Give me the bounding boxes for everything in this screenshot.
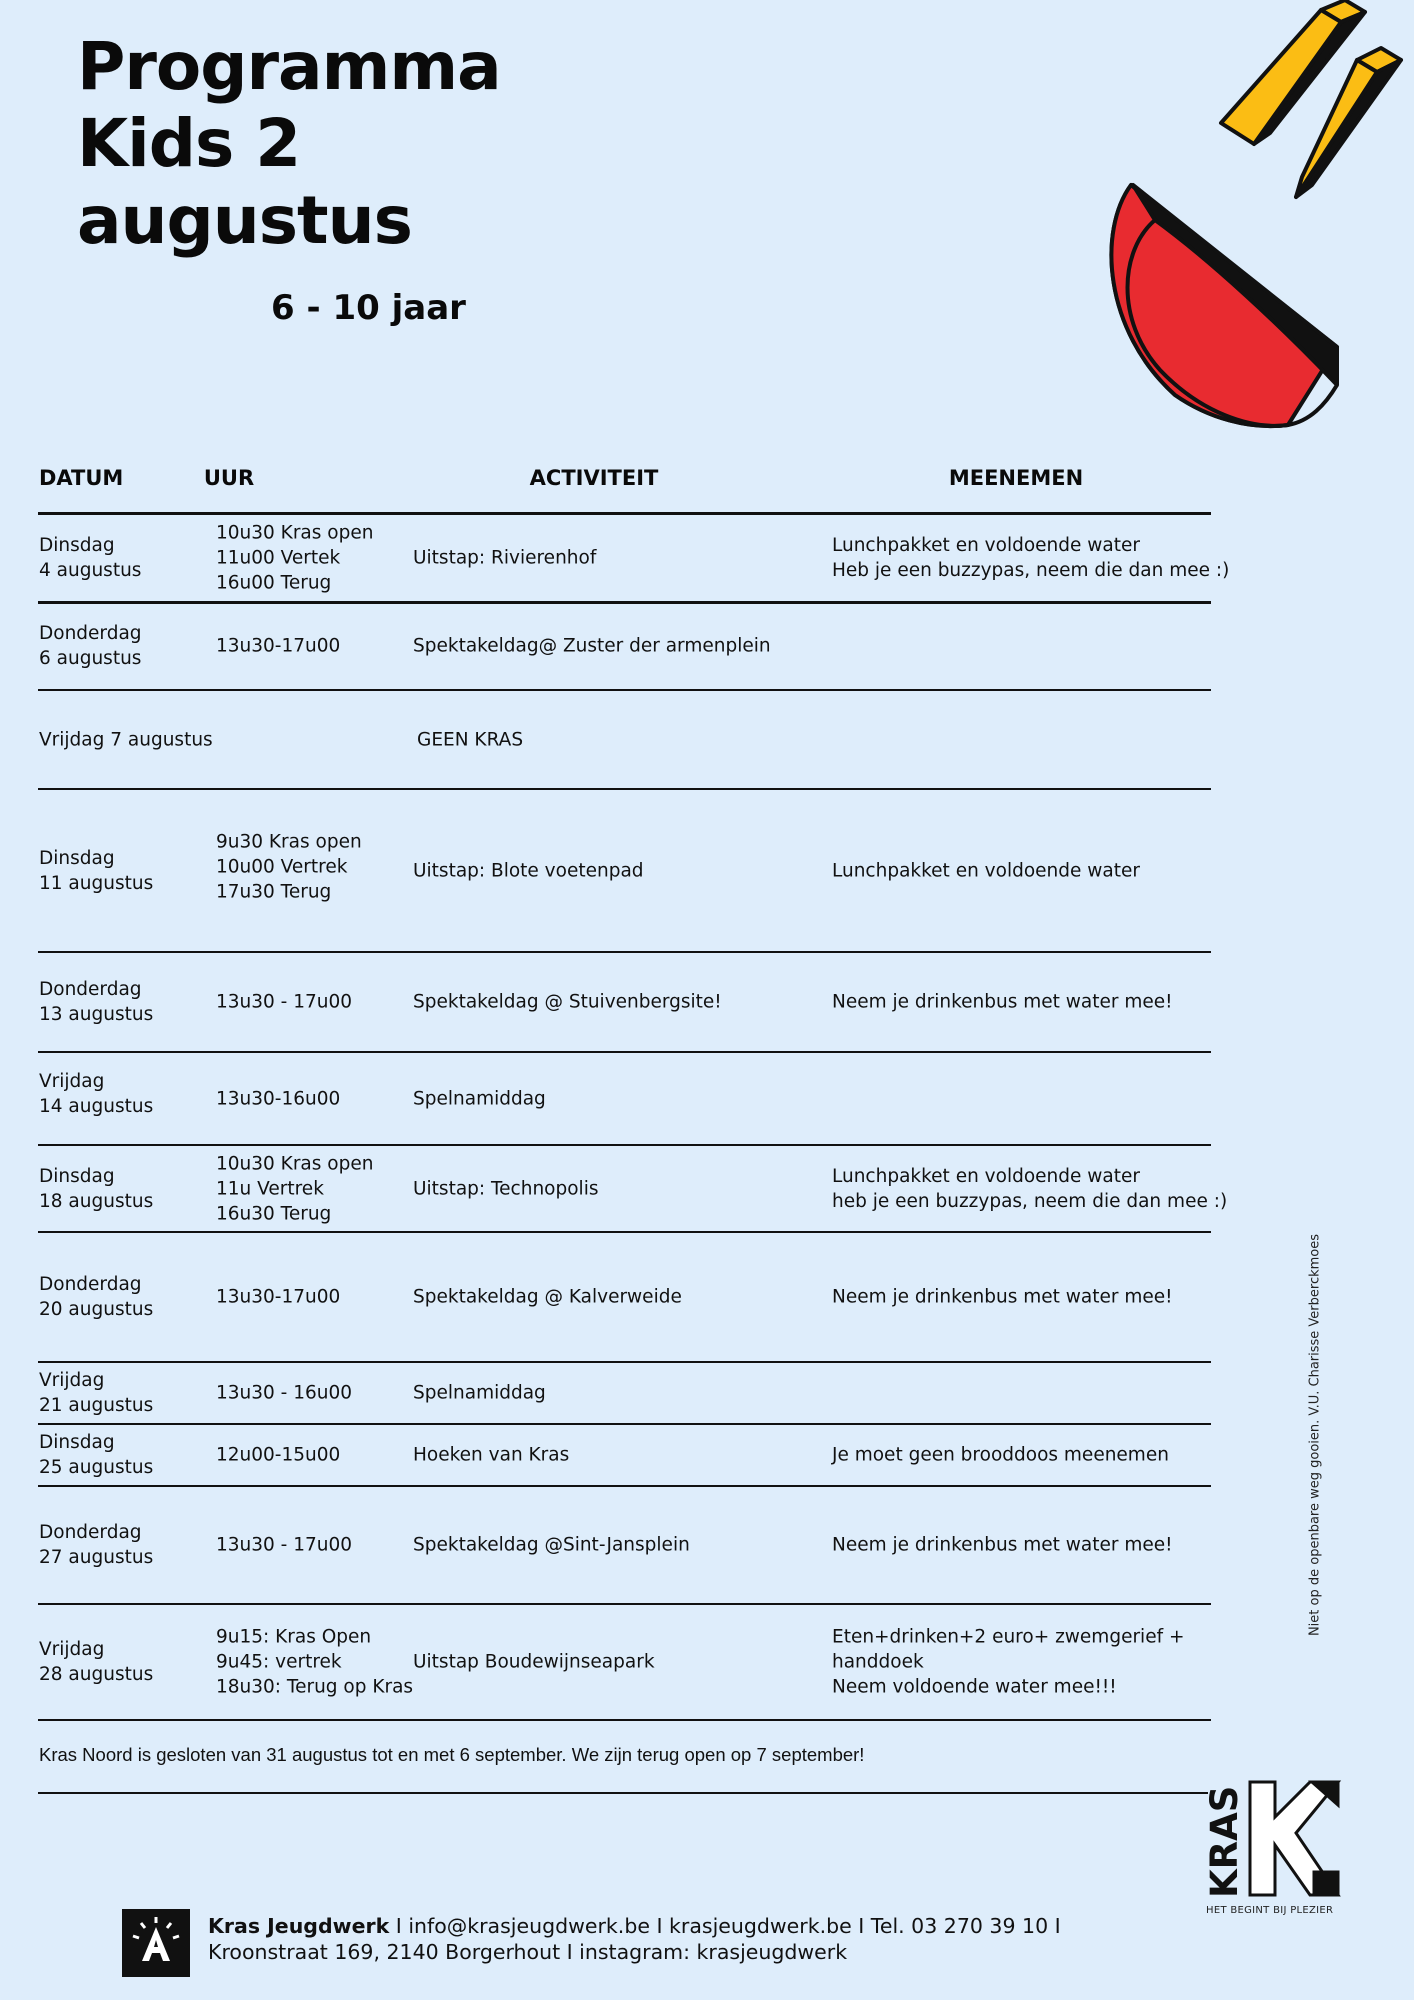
cell-bring: Je moet geen brooddoos meenemen	[832, 1444, 1169, 1466]
cell-activity: Uitstap: Blote voetenpad	[413, 860, 644, 881]
cell-activity: Uitstap: Technopolis	[413, 1178, 599, 1199]
footer-org: Kras Jeugdwerk	[208, 1914, 390, 1938]
cell-date: Donderdag 20 augustus	[39, 1274, 154, 1320]
table-row	[0, 1233, 1414, 1361]
cell-time: 13u30-17u00	[216, 635, 341, 657]
cell-activity: Spelnamiddag	[413, 1088, 546, 1109]
publisher-note: Niet op de openbare weg gooien. V.U. Charisse Verberckmoes	[1307, 1233, 1323, 1637]
cell-date: Donderdag 27 augustus	[39, 1522, 154, 1568]
divider-line	[38, 1792, 1208, 1794]
cell-activity: Spektakeldag @ Kalverweide	[413, 1286, 682, 1308]
footer-line-2: Kroonstraat 169, 2140 Borgerhout I instagram: krasjeugdwerk	[208, 1940, 848, 1964]
closure-notice: Kras Noord is gesloten van 31 augustus tot en met 6 september. We zijn terug open op 7 september!	[39, 1744, 865, 1765]
cell-bring: Neem je drinkenbus met water mee!	[832, 991, 1173, 1013]
cell-date: Dinsdag 18 augustus	[39, 1165, 154, 1212]
logo-tagline: HET BEGINT BIJ PLEZIER	[1206, 1905, 1334, 1916]
cell-bring: Neem je drinkenbus met water mee!	[832, 1534, 1173, 1556]
cell-activity: Spektakeldag @ Stuivenbergsite!	[413, 991, 722, 1013]
title-line-2: Kids 2	[77, 105, 301, 182]
cell-bring: Eten+drinken+2 euro+ zwemgerief + handdoek Neem voldoende water mee!!!	[832, 1626, 1185, 1698]
footer-contact	[208, 1913, 1061, 1965]
cell-date: Dinsdag 25 augustus	[39, 1432, 154, 1478]
table-row	[0, 691, 1414, 788]
header-time: UUR	[203, 466, 255, 490]
kras-wordmark: KRAS	[1203, 1785, 1246, 1898]
cell-bring: Neem je drinkenbus met water mee!	[832, 1286, 1173, 1308]
cell-activity: Spektakeldag@ Zuster der armenplein	[413, 635, 771, 657]
cell-activity: GEEN KRAS	[417, 729, 524, 750]
cell-time: 10u30 Kras open 11u00 Vertek 16u00 Terug	[216, 522, 374, 593]
cell-activity: Spektakeldag @Sint-Jansplein	[413, 1534, 690, 1556]
cell-time: 9u15: Kras Open 9u45: vertrek 18u30: Terug op Kras	[216, 1626, 414, 1698]
yellow-bars-decoration	[1221, 0, 1401, 197]
cell-time: 12u00-15u00	[216, 1444, 341, 1466]
footer-line-1	[208, 1913, 1061, 1939]
table-row	[0, 1425, 1414, 1485]
header-date: DATUM	[39, 466, 124, 490]
table-row	[0, 1605, 1414, 1719]
cell-time: 13u30-17u00	[216, 1286, 341, 1308]
kras-k-logo	[1203, 1775, 1343, 1920]
red-bowl-decoration	[1111, 185, 1337, 426]
divider-line	[38, 1719, 1211, 1721]
cell-activity: Spelnamiddag	[413, 1382, 546, 1404]
cell-time: 13u30 - 16u00	[216, 1382, 353, 1404]
title-line-1: Programma	[77, 28, 501, 105]
cell-time: 13u30 - 17u00	[216, 991, 353, 1013]
table-row	[0, 514, 1414, 601]
cell-bring: Lunchpakket en voldoende water Heb je een buzzypas, neem die dan mee :)	[832, 534, 1230, 581]
cell-bring: Lunchpakket en voldoende water heb je een buzzypas, neem die dan mee :)	[832, 1165, 1228, 1212]
cell-time: 13u30 - 17u00	[216, 1534, 353, 1556]
cell-activity: Hoeken van Kras	[413, 1444, 570, 1466]
title-line-3: augustus	[77, 182, 412, 259]
cell-date: Vrijdag 21 augustus	[39, 1370, 154, 1416]
cell-date: Dinsdag 11 augustus	[39, 847, 154, 894]
footer-contact-details: I info@krasjeugdwerk.be I krasjeugdwerk.be I Tel. 03 270 39 10 I	[389, 1914, 1061, 1938]
cell-activity: Uitstap Boudewijnseapark	[413, 1651, 655, 1673]
cell-date: Vrijdag 28 augustus	[39, 1639, 154, 1685]
age-subtitle: 6 - 10 jaar	[271, 288, 466, 328]
table-row	[0, 603, 1414, 689]
table-row	[0, 1363, 1414, 1423]
table-row	[0, 790, 1414, 951]
table-row	[0, 1053, 1414, 1144]
table-row	[0, 1487, 1414, 1603]
decoration-graphic	[1080, 0, 1414, 440]
cell-time: 10u30 Kras open 11u Vertrek 16u30 Terug	[216, 1153, 374, 1224]
cell-date: Donderdag 6 augustus	[39, 623, 142, 669]
header-activity: ACTIVITEIT	[529, 466, 659, 490]
cell-date: Dinsdag 4 augustus	[39, 534, 142, 581]
cell-bring: Lunchpakket en voldoende water	[832, 860, 1140, 881]
cell-date: Vrijdag 7 augustus	[39, 729, 213, 750]
cell-time: 9u30 Kras open 10u00 Vertrek 17u30 Terug	[216, 831, 362, 903]
antwerp-a-logo	[122, 1909, 190, 1977]
cell-date: Donderdag 13 augustus	[39, 979, 154, 1025]
cell-time: 13u30-16u00	[216, 1088, 341, 1109]
table-row	[0, 953, 1414, 1051]
cell-activity: Uitstap: Rivierenhof	[413, 547, 597, 568]
page-title	[77, 28, 501, 259]
cell-date: Vrijdag 14 augustus	[39, 1070, 154, 1117]
table-row	[0, 1146, 1414, 1231]
header-bring: MEENEMEN	[948, 466, 1084, 490]
